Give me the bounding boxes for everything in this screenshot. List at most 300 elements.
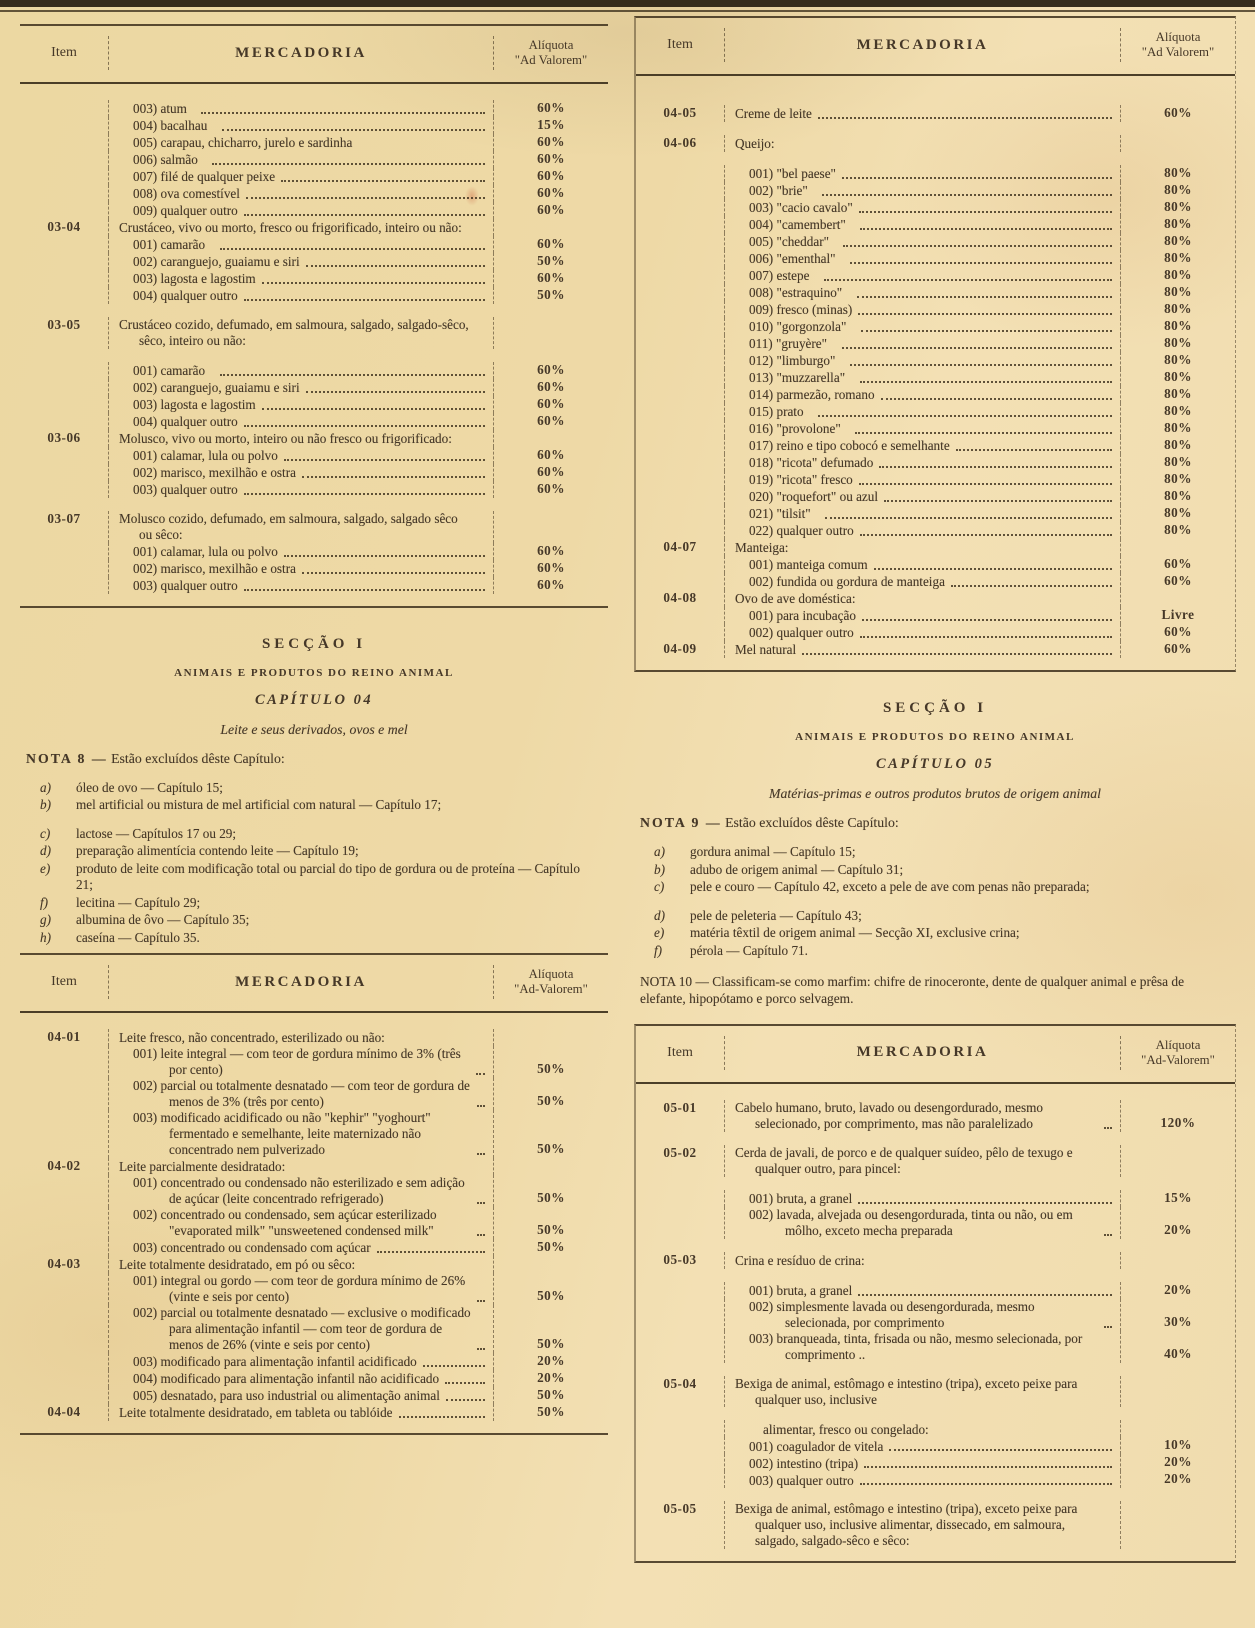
merchandise-cell	[724, 488, 1121, 505]
table-row	[20, 317, 608, 349]
table-row	[20, 117, 608, 134]
table-body	[20, 84, 608, 606]
merchandise-cell	[108, 253, 494, 270]
merchandise-text: 002) fundida ou gordura de manteiga	[749, 574, 945, 590]
table-row	[636, 369, 1235, 386]
merchandise-cell	[724, 1331, 1121, 1363]
merchandise-text: 013) "muzzarella"	[749, 370, 846, 386]
aliquota-value: 50%	[537, 1190, 565, 1206]
nota-title	[640, 815, 1230, 831]
aliquota-value: 80%	[1164, 420, 1192, 435]
table-row	[636, 284, 1235, 301]
aliquota-value: 60%	[537, 412, 565, 428]
merchandise-text: 003) modificado para alimentação infantil acidificado	[133, 1353, 417, 1369]
table-row	[636, 386, 1235, 403]
note-letter: a)	[654, 844, 665, 859]
table-row	[636, 318, 1235, 335]
merchandise-cell	[724, 165, 1121, 182]
dot-leader	[244, 589, 485, 591]
merchandise-text: 001) leite integral — com teor de gordura mínimo de 3% (três por cento)	[133, 1046, 461, 1078]
merchandise-text: 019) "ricota" fresco	[749, 472, 853, 488]
dot-leader	[476, 1073, 485, 1075]
dot-leader	[281, 180, 485, 182]
table-row	[20, 236, 608, 253]
merchandise-cell	[724, 471, 1121, 488]
column-header-mercadoria: MERCADORIA	[724, 28, 1121, 62]
note-letter: c)	[40, 825, 51, 841]
aliquota-value: 80%	[1164, 471, 1192, 486]
merchandise-text: 001) manteiga comum	[749, 557, 868, 573]
merchandise-text: 020) "roquefort" ou azul	[749, 489, 879, 505]
table-row	[636, 505, 1235, 522]
dot-leader	[477, 1300, 485, 1302]
left-column	[20, 24, 608, 1435]
aliquota-value	[1121, 1268, 1235, 1269]
aliquota-value: 60%	[537, 542, 565, 558]
aliquota-value	[1121, 1176, 1235, 1177]
merchandise-text: 021) "tilsit"	[749, 506, 811, 522]
dot-leader	[302, 572, 485, 574]
aliquota-value	[1121, 1406, 1235, 1407]
merchandise-cell	[724, 573, 1121, 590]
chapter-description: Matérias-primas e outros produtos brutos de origem animal	[768, 786, 1102, 801]
merchandise-cell	[108, 447, 494, 464]
merchandise-text: 004) modificado para alimentação infantil não acidificado	[133, 1370, 440, 1386]
aliquota-value: 50%	[537, 1141, 565, 1157]
merchandise-cell	[108, 560, 494, 577]
merchandise-text: 002) lavada, alvejada ou desengordurada, tinta ou não, ou em môlho, exceto mecha preparada	[749, 1206, 1073, 1238]
note-letter: d)	[40, 843, 51, 859]
tariff-table-ch03	[20, 24, 608, 608]
dot-leader	[858, 1294, 1112, 1296]
note-text: pele e couro — Capítulo 42, exceto a pele de ave com penas não preparada;	[690, 879, 1090, 894]
merchandise-text: Leite fresco, não concentrado, esterilizado ou não:	[119, 1030, 385, 1046]
merchandise-text: 003) qualquer outro	[133, 577, 238, 593]
column-header-aliquota	[494, 965, 608, 999]
merchandise-cell	[724, 233, 1121, 250]
merchandise-cell	[108, 362, 494, 379]
item-code: 05-03	[663, 1251, 697, 1267]
aliquota-value	[494, 1045, 608, 1046]
merchandise-text: 004) qualquer outro	[133, 413, 238, 429]
dot-leader	[302, 476, 485, 478]
aliquota-value: 60%	[537, 559, 565, 575]
dot-leader	[858, 1202, 1112, 1204]
aliquota-value: 80%	[1164, 488, 1192, 503]
merchandise-text: Crina e resíduo de crina:	[735, 1252, 865, 1268]
dot-leader	[244, 214, 485, 216]
merchandise-text: Molusco cozido, defumado, em salmoura, salgado, salgado sêco ou sêco:	[119, 510, 458, 542]
table-row	[636, 165, 1235, 182]
dot-leader	[884, 500, 1112, 502]
merchandise-text: 001) coagulador de vitela	[749, 1438, 884, 1454]
table-row	[636, 199, 1235, 216]
aliquota-value: 50%	[537, 1222, 565, 1238]
merchandise-text: 002) "brie"	[749, 183, 808, 199]
dot-leader	[859, 483, 1112, 485]
table-row	[636, 607, 1235, 624]
table-row	[636, 590, 1235, 607]
column-header-mercadoria: MERCADORIA	[108, 965, 494, 999]
merchandise-text: alimentar, fresco ou congelado:	[763, 1421, 929, 1437]
merchandise-cell	[724, 1501, 1121, 1549]
aliquota-value: 15%	[1164, 1189, 1192, 1205]
note-item	[40, 826, 602, 843]
merchandise-text: Bexiga de animal, estômago e intestino (tripa), exceto peixe para qualquer uso, inclusive	[735, 1375, 1078, 1407]
table-row	[636, 1145, 1235, 1177]
dot-leader	[477, 1105, 485, 1107]
table-row	[20, 413, 608, 430]
merchandise-text: 007) filé de qualquer peixe	[133, 169, 276, 185]
item-code: 05-04	[663, 1375, 697, 1391]
merchandise-cell	[724, 1420, 1121, 1437]
merchandise-text: 002) marisco, mexilhão e ostra	[133, 560, 296, 576]
aliquota-value: 60%	[537, 100, 565, 115]
merchandise-cell	[724, 199, 1121, 216]
column-header-item: Item	[667, 1044, 693, 1060]
dot-leader	[262, 282, 485, 284]
merchandise-text: Mel natural	[735, 642, 797, 658]
table-row	[20, 151, 608, 168]
table-row	[636, 1420, 1235, 1437]
note-text: mel artificial ou mistura de mel artificial com natural — Capítulo 17;	[76, 797, 442, 813]
dot-leader	[477, 1153, 485, 1155]
dot-leader	[244, 299, 485, 301]
merchandise-text: 018) "ricota" defumado	[749, 455, 874, 471]
merchandise-text: Crustáceo, vivo ou morto, fresco ou frigorificado, inteiro ou não:	[119, 220, 462, 236]
merchandise-text: 003) concentrado ou condensado com açúcar	[133, 1240, 371, 1256]
table-row	[20, 202, 608, 219]
merchandise-text: 003) atum	[133, 101, 187, 117]
table-row	[636, 1282, 1235, 1299]
merchandise-text: Queijo:	[735, 136, 775, 152]
merchandise-cell	[108, 1207, 494, 1239]
merchandise-text: 006) "ementhal"	[749, 251, 836, 267]
aliquota-value: 60%	[1164, 556, 1192, 571]
aliquota-value: 80%	[1164, 216, 1192, 231]
merchandise-cell	[724, 403, 1121, 420]
table-row	[636, 454, 1235, 471]
note-letter: f)	[654, 942, 663, 958]
aliquota-value: 60%	[1164, 641, 1192, 656]
dot-leader	[1104, 1127, 1112, 1129]
aliquota-value: 80%	[1164, 454, 1192, 469]
note-text: produto de leite com modificação total ou parcial do tipo de gordura ou de proteína — Capítulo 21;	[76, 860, 580, 893]
ad-valorem-label: "Ad-Valorem"	[514, 982, 588, 997]
table-row	[20, 270, 608, 287]
table-row	[636, 1331, 1235, 1363]
aliquota-label: Alíquota	[1155, 1037, 1201, 1052]
dot-leader	[822, 194, 1112, 196]
table-header	[636, 18, 1235, 76]
dot-leader	[399, 1416, 485, 1418]
merchandise-cell	[108, 413, 494, 430]
dot-leader	[879, 466, 1112, 468]
table-body	[636, 76, 1235, 670]
merchandise-text: 011) "gruyère"	[749, 336, 828, 352]
dot-leader	[818, 415, 1112, 417]
note-item	[654, 862, 1230, 879]
table-row	[20, 511, 608, 543]
merchandise-cell	[724, 1252, 1121, 1269]
merchandise-text: 008) ova comestível	[133, 186, 240, 202]
merchandise-cell	[108, 1110, 494, 1158]
dot-leader	[860, 228, 1112, 230]
table-row	[636, 182, 1235, 199]
aliquota-value: 80%	[1164, 386, 1192, 401]
aliquota-value: 60%	[537, 395, 565, 411]
merchandise-text: 002) intestino (tripa)	[749, 1455, 859, 1471]
merchandise-text: 001) bruta, a granel	[749, 1282, 853, 1298]
note-text: pele de peleteria — Capítulo 43;	[690, 907, 862, 923]
table-row	[20, 1404, 608, 1421]
item-code: 04-09	[663, 641, 697, 656]
dot-leader	[220, 248, 485, 250]
dot-leader	[881, 398, 1112, 400]
merchandise-text: 003) lagosta e lagostim	[133, 396, 256, 412]
merchandise-cell	[724, 105, 1121, 122]
merchandise-text: Manteiga:	[735, 540, 789, 556]
section-title: SECÇÃO I	[882, 700, 988, 716]
merchandise-cell	[108, 1256, 494, 1273]
aliquota-value: 60%	[537, 463, 565, 479]
merchandise-text: 002) concentrado ou condensado, sem açúcar esterilizado "evaporated milk" "unsweetened condensed milk"	[133, 1207, 437, 1239]
table-row	[20, 168, 608, 185]
merchandise-cell	[108, 511, 494, 543]
table-row	[636, 573, 1235, 590]
merchandise-text: 009) qualquer outro	[133, 203, 238, 219]
item-code: 04-02	[47, 1158, 81, 1174]
merchandise-text: 010) "gorgonzola"	[749, 319, 847, 335]
notes-list	[26, 780, 602, 947]
merchandise-text: 009) fresco (minas)	[749, 302, 853, 318]
dot-leader	[802, 653, 1112, 655]
table-row	[636, 1190, 1235, 1207]
dot-leader	[857, 296, 1112, 298]
aliquota-value: 80%	[1164, 199, 1192, 214]
table-row	[20, 481, 608, 498]
dot-leader	[244, 425, 485, 427]
merchandise-cell	[724, 1207, 1121, 1239]
aliquota-value: 60%	[537, 134, 565, 149]
merchandise-text: 008) "estraquino"	[749, 285, 843, 301]
table-row	[636, 1376, 1235, 1408]
dot-leader	[818, 117, 1112, 119]
table-row	[20, 1158, 608, 1175]
ad-valorem-label: "Ad Valorem"	[1141, 45, 1215, 59]
table-row	[20, 1305, 608, 1353]
item-code: 04-08	[663, 590, 697, 605]
table-row	[636, 1437, 1235, 1454]
table-row	[636, 1454, 1235, 1471]
aliquota-value	[1121, 151, 1235, 152]
section-subtitle: ANIMAIS E PRODUTOS DO REINO ANIMAL	[795, 731, 1075, 743]
dot-leader	[850, 262, 1112, 264]
column-header-item: Item	[51, 45, 77, 60]
merchandise-cell	[108, 1078, 494, 1110]
note-letter: a)	[40, 779, 51, 795]
tariff-table-ch05	[634, 1024, 1236, 1564]
note-text: pérola — Capítulo 71.	[690, 942, 808, 958]
merchandise-cell	[724, 454, 1121, 471]
dot-leader	[1104, 1234, 1112, 1236]
merchandise-text: 012) "limburgo"	[749, 353, 836, 369]
aliquota-value: 60%	[537, 185, 565, 200]
merchandise-text: 001) camarão	[133, 237, 206, 253]
note-letter: b)	[40, 797, 51, 813]
aliquota-value: 20%	[537, 1369, 565, 1385]
merchandise-cell	[108, 202, 494, 219]
dot-leader	[477, 1202, 485, 1204]
dot-leader	[860, 381, 1112, 383]
table-row	[20, 543, 608, 560]
table-row	[20, 1239, 608, 1256]
dot-leader	[477, 1234, 485, 1236]
merchandise-text: 005) "cheddar"	[749, 234, 829, 250]
dot-leader	[445, 1382, 485, 1384]
merchandise-text: 001) camarão	[133, 362, 206, 378]
aliquota-value	[494, 1272, 608, 1273]
aliquota-value: 60%	[1164, 105, 1192, 120]
merchandise-cell	[108, 1158, 494, 1175]
aliquota-value: 20%	[1164, 1471, 1192, 1487]
merchandise-text: 004) qualquer outro	[133, 288, 238, 304]
table-header	[636, 1026, 1235, 1084]
table-row	[636, 216, 1235, 233]
dot-leader	[843, 245, 1112, 247]
merchandise-text: 005) desnatado, para uso industrial ou alimentação animal	[133, 1387, 440, 1403]
note-text: preparação alimentícia contendo leite — Capítulo 19;	[76, 843, 359, 859]
aliquota-value: 50%	[537, 1061, 565, 1077]
note-item	[40, 797, 602, 814]
note-item	[40, 930, 602, 947]
table-row	[636, 437, 1235, 454]
page-top-rule	[0, 0, 1255, 7]
merchandise-cell	[108, 219, 494, 236]
merchandise-cell	[108, 151, 494, 168]
table-row	[636, 105, 1235, 122]
merchandise-cell	[724, 420, 1121, 437]
note-letter: f)	[40, 894, 49, 910]
merchandise-text: 003) lagosta e lagostim	[133, 271, 256, 287]
aliquota-value: 60%	[537, 270, 565, 285]
table-row	[20, 1370, 608, 1387]
merchandise-cell	[108, 1273, 494, 1305]
tariff-table-ch04-right	[634, 16, 1236, 672]
note-letter: g)	[40, 912, 51, 928]
merchandise-cell	[108, 168, 494, 185]
aliquota-label: Alíquota	[528, 967, 574, 982]
note-text: matéria têxtil de origem animal — Secção XI, exclusive crina;	[690, 925, 1020, 940]
merchandise-cell	[724, 216, 1121, 233]
dot-leader	[842, 177, 1112, 179]
merchandise-cell	[108, 1305, 494, 1353]
note-item	[654, 908, 1230, 925]
merchandise-cell	[724, 1100, 1121, 1132]
column-header-aliquota	[1121, 28, 1235, 62]
aliquota-value: 60%	[537, 202, 565, 217]
dot-leader	[1104, 1326, 1112, 1328]
aliquota-value: 80%	[1164, 318, 1192, 333]
nota-text: Estão excluídos dêste Capítulo:	[725, 815, 899, 830]
table-row	[20, 1387, 608, 1404]
merchandise-cell	[724, 1145, 1121, 1177]
merchandise-text: Creme de leite	[735, 106, 812, 122]
section-block-cap05	[634, 672, 1236, 1024]
table-row	[636, 1471, 1235, 1488]
dot-leader	[284, 555, 485, 557]
merchandise-cell	[724, 437, 1121, 454]
dot-leader	[850, 364, 1112, 366]
merchandise-text: 002) parcial ou totalmente desnatado — com teor de gordura de menos de 3% (três por cento)	[133, 1078, 470, 1110]
aliquota-value: 80%	[1164, 403, 1192, 418]
dot-leader	[477, 1348, 485, 1350]
table-row	[636, 403, 1235, 420]
item-code: 05-05	[663, 1501, 697, 1517]
merchandise-text: 003) modificado acidificado ou não "kephir" "yoghourt" fermentado e semelhante, leite maternizado não concentrado nem pulverizado	[133, 1110, 431, 1158]
merchandise-text: 002) simplesmente lavada ou desengordurada, mesmo selecionada, por comprimento	[749, 1298, 1035, 1330]
merchandise-text: 014) parmezão, romano	[749, 387, 875, 403]
aliquota-value: 60%	[537, 378, 565, 394]
merchandise-cell	[108, 117, 494, 134]
merchandise-text: 004) bacalhau	[133, 118, 208, 134]
aliquota-value: 80%	[1164, 233, 1192, 248]
column-header-item: Item	[51, 974, 77, 990]
merchandise-cell	[724, 1454, 1121, 1471]
table-row	[636, 1207, 1235, 1239]
aliquota-value: Livre	[1161, 607, 1195, 622]
merchandise-text: 001) calamar, lula ou polvo	[133, 447, 278, 463]
notes-list	[640, 844, 1230, 959]
table-row	[636, 250, 1235, 267]
note-item	[654, 844, 1230, 861]
aliquota-value: 80%	[1164, 284, 1192, 299]
merchandise-cell	[724, 284, 1121, 301]
table-row	[20, 1353, 608, 1370]
merchandise-cell	[724, 641, 1121, 658]
item-code: 04-07	[663, 539, 697, 554]
merchandise-cell	[108, 1353, 494, 1370]
dot-leader	[859, 211, 1112, 213]
item-code: 04-04	[47, 1403, 81, 1419]
aliquota-value: 80%	[1164, 335, 1192, 350]
nota-10-paragraph: NOTA 10 — Classificam-se como marfim: chifre de rinoceronte, dente de qualquer animal e prêsa de elefante, hipopótamo e porco selvagem.	[640, 974, 1185, 1007]
note-letter: c)	[654, 879, 665, 894]
merchandise-cell	[724, 624, 1121, 641]
aliquota-value: 80%	[1164, 267, 1192, 282]
merchandise-text: 003) qualquer outro	[749, 1472, 854, 1488]
aliquota-value: 60%	[537, 576, 565, 592]
table-row	[636, 1100, 1235, 1132]
merchandise-cell	[724, 182, 1121, 199]
table-row	[20, 253, 608, 270]
dot-leader	[855, 432, 1112, 434]
nota-text: Estão excluídos dêste Capítulo:	[111, 750, 285, 766]
dot-leader	[860, 1483, 1112, 1485]
merchandise-cell	[108, 543, 494, 560]
aliquota-value: 80%	[1164, 182, 1192, 197]
aliquota-value: 80%	[1164, 505, 1192, 520]
merchandise-cell	[724, 386, 1121, 403]
note-text: lactose — Capítulos 17 ou 29;	[76, 825, 237, 841]
merchandise-text: Bexiga de animal, estômago e intestino (tripa), exceto peixe para qualquer uso, inclusive alimentar, dissecado, em salmoura, salgado, salgado-sêco e sêco:	[735, 1501, 1078, 1549]
table-row	[636, 352, 1235, 369]
note-item	[40, 861, 602, 894]
aliquota-value: 20%	[537, 1352, 565, 1368]
dot-leader	[889, 1449, 1112, 1451]
note-text: caseína — Capítulo 35.	[76, 929, 200, 945]
merchandise-cell	[724, 590, 1121, 607]
